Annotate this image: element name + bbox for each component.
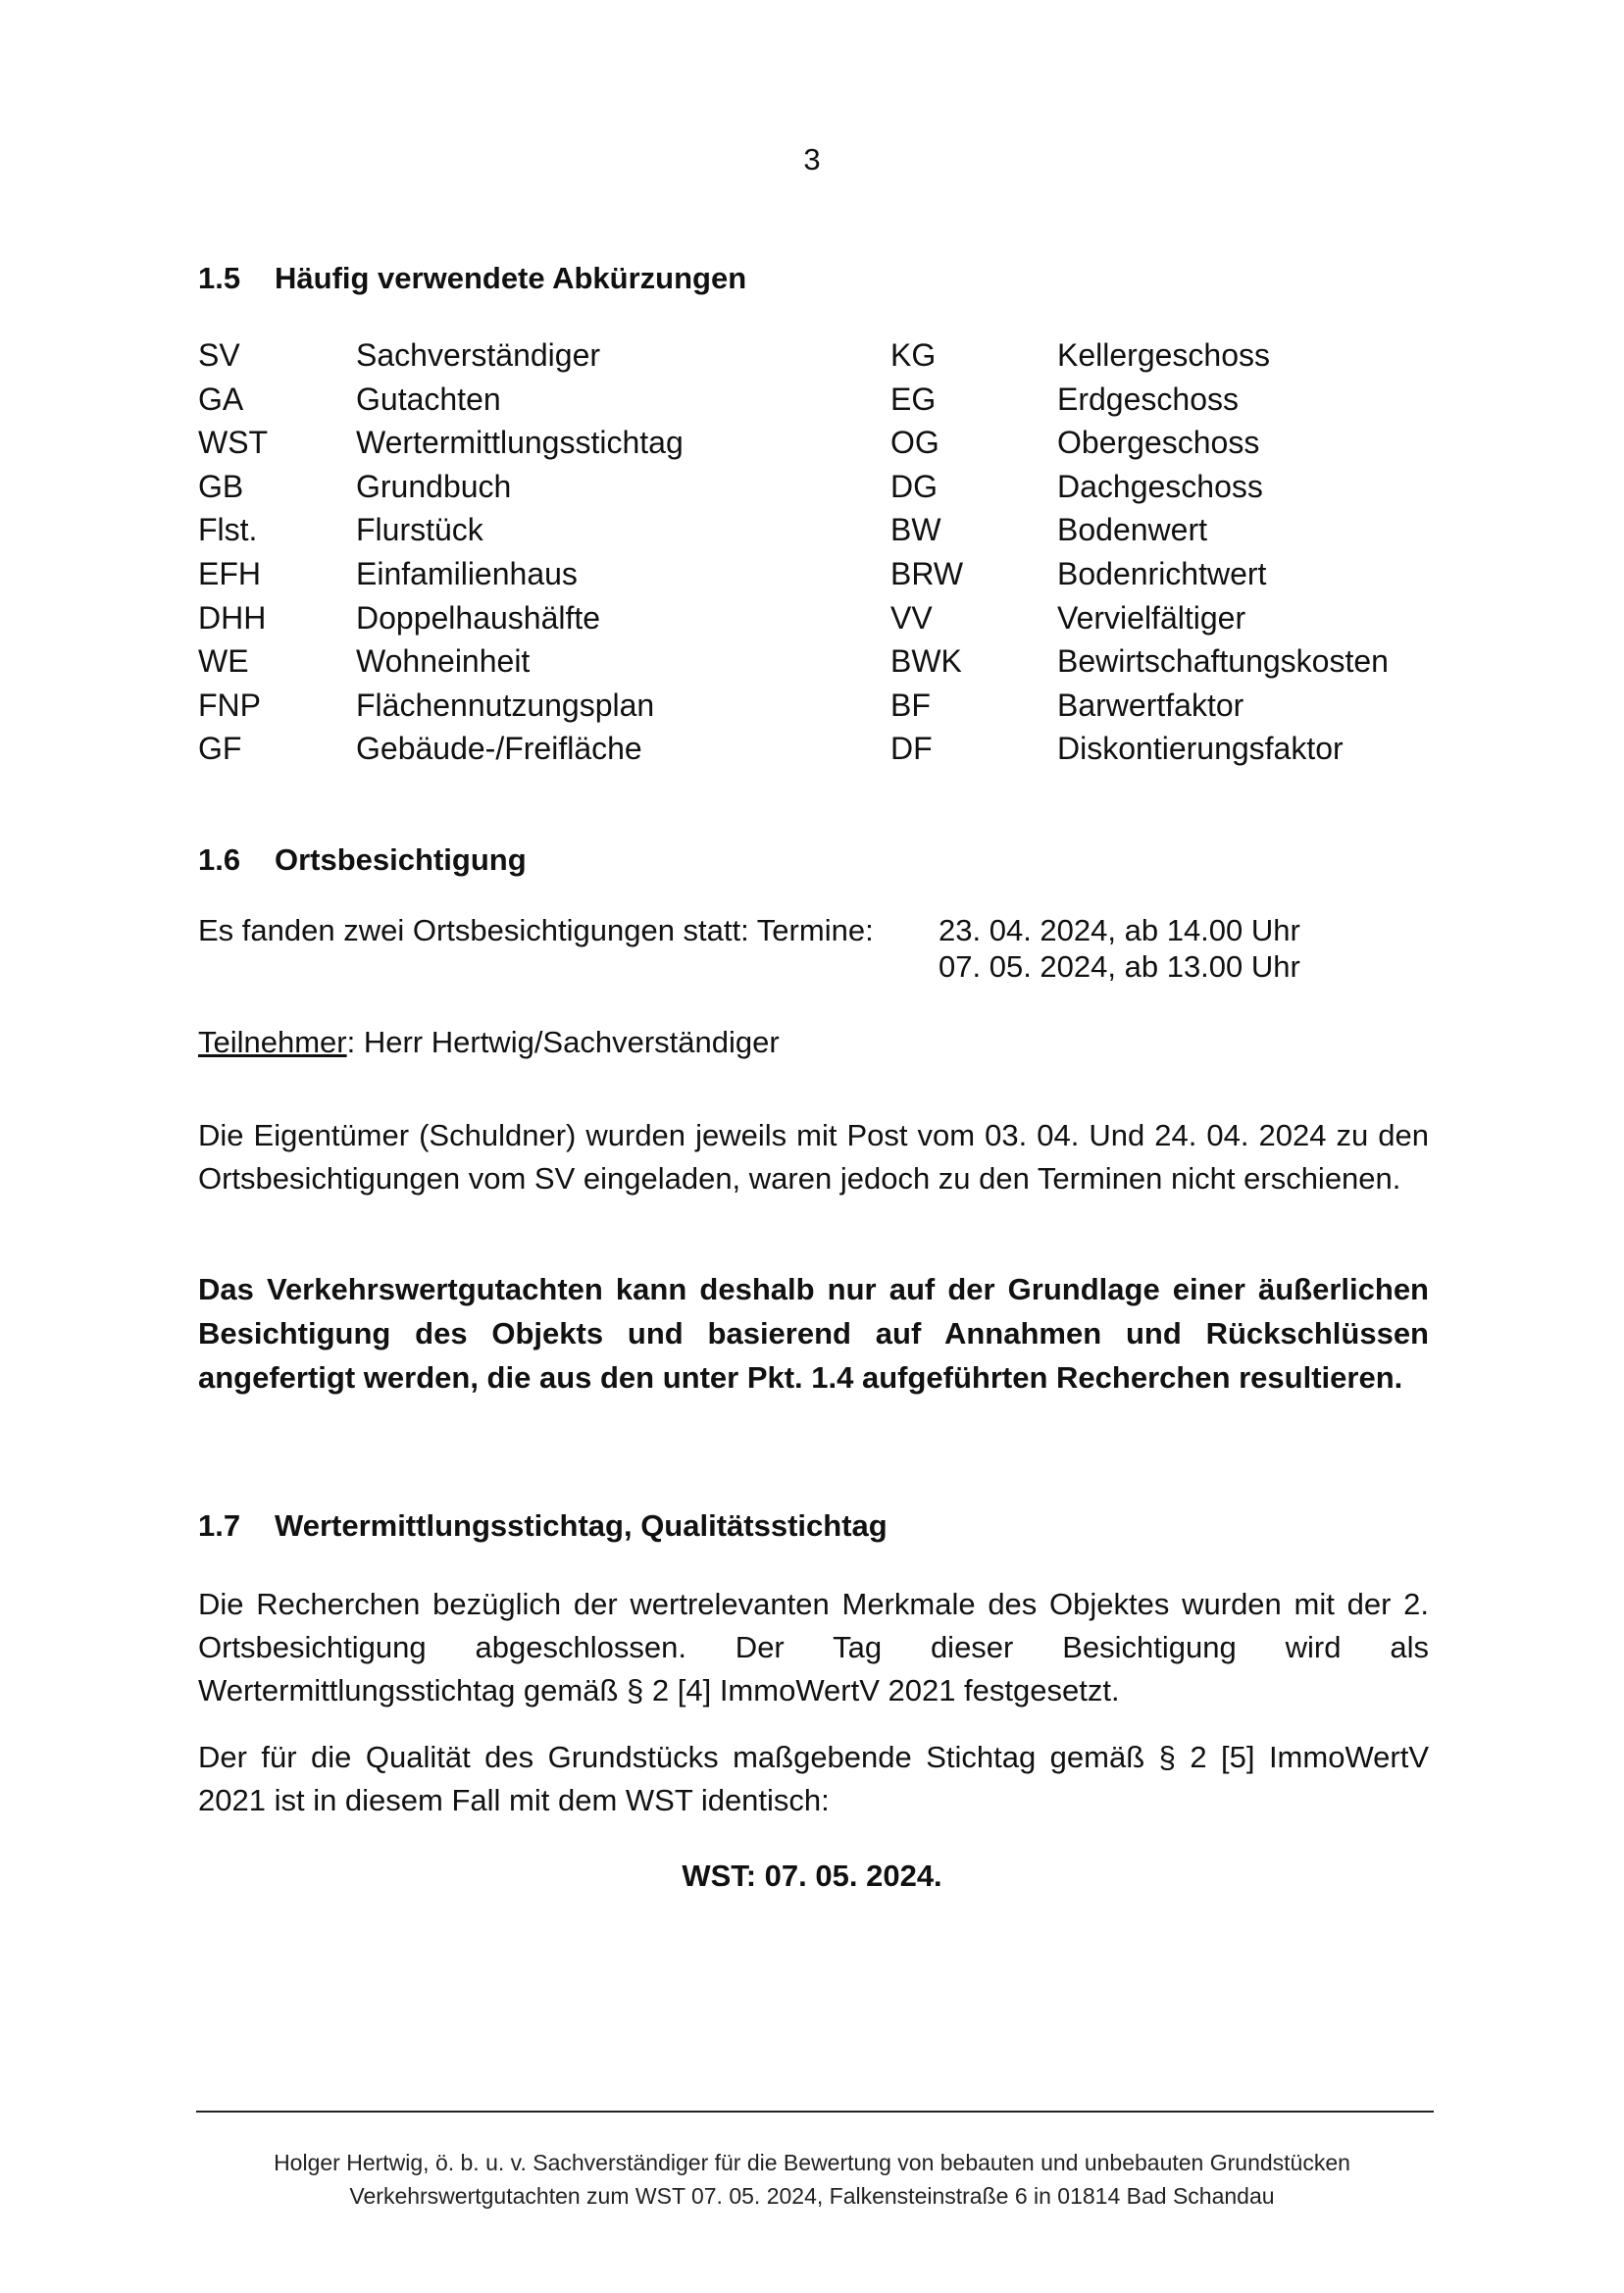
abbr-long-right: Erdgeschoss	[1057, 381, 1239, 417]
footer-line-2: Verkehrswertgutachten zum WST 07. 05. 2024, Falkensteinstraße 6 in 01814 Bad Schandau	[349, 2183, 1275, 2209]
abbr-short-left: EFH	[198, 555, 261, 591]
abbr-short-left: GA	[198, 381, 244, 417]
abbr-short-left: FNP	[198, 687, 261, 723]
inspection-dates	[939, 912, 1300, 985]
section-heading-1-5	[198, 261, 746, 296]
bold-notice-paragraph: Das Verkehrswertgutachten kann deshalb nur auf der Grundlage einer äußerlichen Besichtigung des Objekts und basierend auf Annahmen und Rückschlüssen angefertigt werden, die aus den unter Pkt. 1.4 aufgeführten Recherchen resultieren.	[198, 1272, 1429, 1395]
invitation-paragraph: Die Eigentümer (Schuldner) wurden jeweils mit Post vom 03. 04. Und 24. 04. 2024 zu den Ortsbesichtigungen vom SV eingeladen, waren jedoch zu den Terminen nicht erschienen.	[198, 1118, 1429, 1196]
abbr-short-left: Flst.	[198, 512, 258, 548]
abbr-long-left: Sachverständiger	[356, 337, 601, 373]
abbr-long-left: Gebäude-/Freifläche	[356, 731, 642, 767]
abbr-long-right: Diskontierungsfaktor	[1057, 731, 1344, 767]
inspection-date-1: 23. 04. 2024, ab 14.00 Uhr	[939, 913, 1300, 947]
section-title: Wertermittlungsstichtag, Qualitätsstichtag	[275, 1508, 888, 1543]
footer-line-1: Holger Hertwig, ö. b. u. v. Sachverständiger für die Bewertung von bebauten und unbebauten Grundstücken	[274, 2150, 1350, 2175]
abbr-short-right: KG	[890, 337, 937, 373]
wst-paragraph-2: Der für die Qualität des Grundstücks maßgebende Stichtag gemäß § 2 [5] ImmoWertV 2021 ist in diesem Fall mit dem WST identisch:	[198, 1740, 1429, 1817]
abbr-long-right: Obergeschoss	[1057, 425, 1260, 461]
section-heading-1-6	[198, 842, 527, 878]
abbr-long-right: Bodenrichtwert	[1057, 555, 1267, 591]
abbr-short-right: EG	[890, 381, 937, 417]
abbr-short-left: SV	[198, 337, 240, 373]
inspection-date-2: 07. 05. 2024, ab 13.00 Uhr	[939, 949, 1300, 984]
abbr-short-left: WE	[198, 643, 249, 680]
section-number: 1.7	[198, 1508, 241, 1543]
abbr-short-left: GF	[198, 731, 242, 767]
footer-divider	[196, 2111, 1434, 2113]
abbr-long-left: Doppelhaushälfte	[356, 599, 601, 636]
abbr-long-right: Bodenwert	[1057, 512, 1207, 548]
abbr-long-left: Einfamilienhaus	[356, 555, 578, 591]
abbr-short-right: BF	[890, 687, 931, 723]
abbr-long-left: Grundbuch	[356, 468, 512, 504]
abbr-long-left: Flächennutzungsplan	[356, 687, 655, 723]
participants-label: Teilnehmer	[198, 1025, 347, 1059]
abbr-short-right: BWK	[890, 643, 962, 680]
abbr-long-left: Wertermittlungsstichtag	[356, 425, 684, 461]
abbr-short-left: WST	[198, 425, 269, 461]
abbr-long-left: Wohneinheit	[356, 643, 531, 680]
abbr-short-right: VV	[890, 599, 933, 636]
abbr-long-right: Bewirtschaftungskosten	[1057, 643, 1389, 680]
abbr-short-right: BW	[890, 512, 941, 548]
wst-date: WST: 07. 05. 2024.	[682, 1859, 942, 1893]
abbr-short-right: BRW	[890, 555, 964, 591]
abbr-long-left: Gutachten	[356, 381, 501, 417]
footer	[0, 2146, 1624, 2213]
participants	[198, 1025, 780, 1060]
abbr-long-right: Dachgeschoss	[1057, 468, 1263, 504]
wst-paragraph-1: Die Recherchen bezüglich der wertrelevanten Merkmale des Objektes wurden mit der 2. Ortsbesichtigung abgeschlossen. Der Tag dieser Besichtigung wird als Wertermittlungsstichtag gemäß § 2 [4] ImmoWertV 2021 festgesetzt.	[198, 1587, 1429, 1707]
page-number: 3	[803, 142, 821, 177]
abbr-short-right: OG	[890, 425, 939, 461]
abbr-long-right: Kellergeschoss	[1057, 337, 1270, 373]
participants-value: : Herr Hertwig/Sachverständiger	[346, 1025, 780, 1059]
abbr-short-right: DF	[890, 731, 933, 767]
section-number: 1.6	[198, 842, 241, 877]
section-title: Häufig verwendete Abkürzungen	[275, 261, 747, 295]
abbr-short-right: DG	[890, 468, 938, 504]
abbr-long-right: Barwertfaktor	[1057, 687, 1244, 723]
abbr-short-left: GB	[198, 468, 244, 504]
abbr-long-left: Flurstück	[356, 512, 483, 548]
abbr-long-right: Vervielfältiger	[1057, 599, 1246, 636]
inspection-intro: Es fanden zwei Ortsbesichtigungen statt: Termine:	[198, 913, 874, 947]
section-title: Ortsbesichtigung	[275, 842, 527, 877]
section-heading-1-7	[198, 1508, 888, 1544]
abbr-short-left: DHH	[198, 599, 267, 636]
section-number: 1.5	[198, 261, 241, 295]
